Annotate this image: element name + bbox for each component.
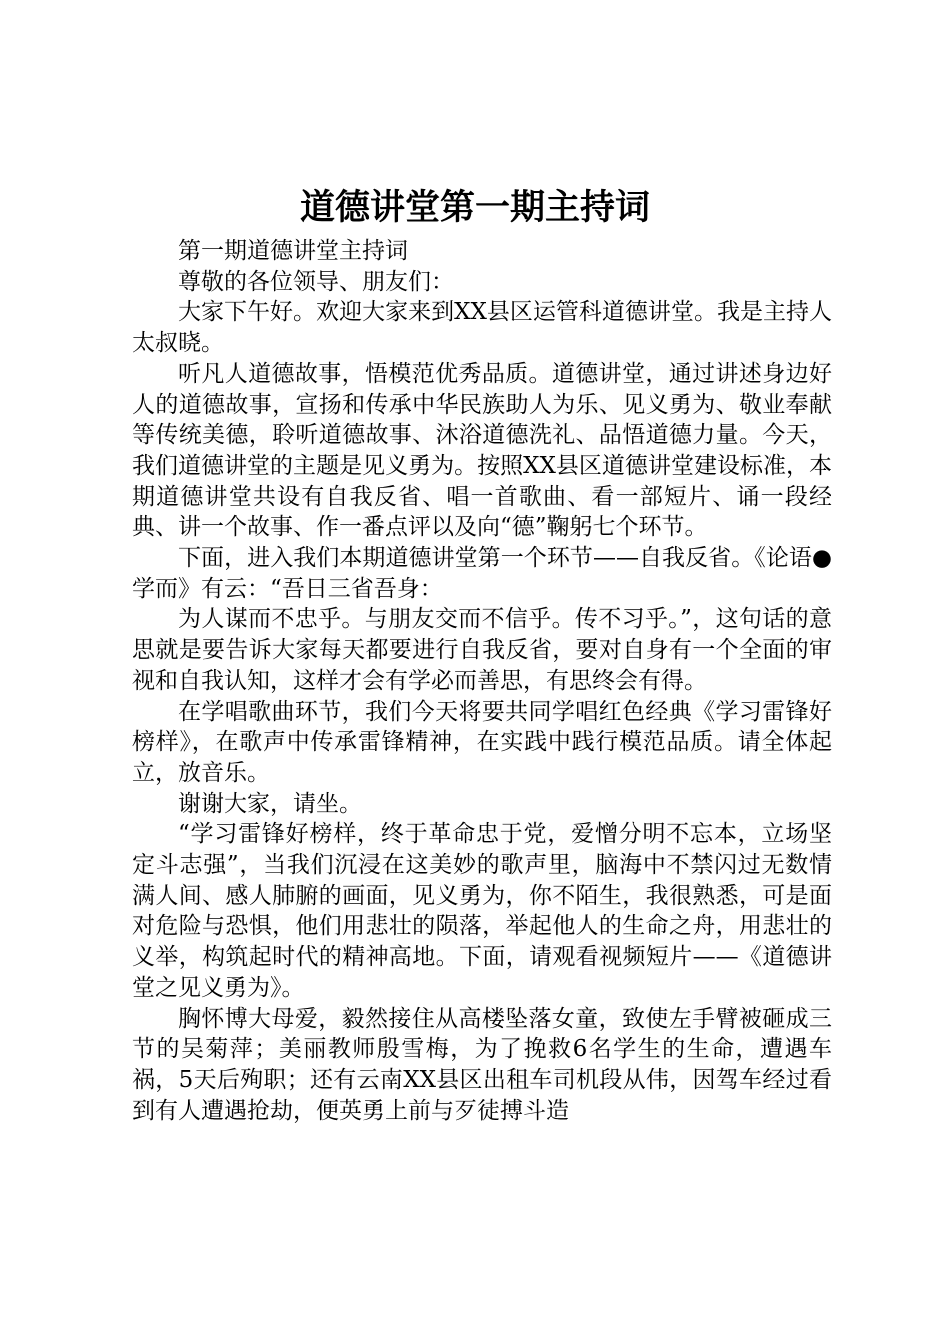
document-title: 道德讲堂第一期主持词 — [299, 187, 650, 228]
paragraph: 在学唱歌曲环节，我们今天将要共同学唱红色经典《学习雷锋好榜样》，在歌声中传承雷锋精神，在实践中践行模范品质。请全体起立，放音乐。 — [132, 698, 832, 786]
paragraph: 尊敬的各位领导、朋友们： — [178, 268, 454, 295]
paragraph: 大家下午好。欢迎大家来到XX县区运管科道德讲堂。我是主持人太叔晓。 — [132, 299, 832, 357]
paragraph: 下面，进入我们本期道德讲堂第一个环节——自我反省。《论语●学而》有云：“吾日三省吾身： — [132, 545, 832, 602]
paragraph: “学习雷锋好榜样，终于革命忠于党，爱憎分明不忘本，立场坚定斗志强”，当我们沉浸在这美妙的歌声里，脑海中不禁闪过无数情满人间、感人肺腑的画面，见义勇为，你不陌生，我很熟悉，可是面对危险与恐惧，他们用悲壮的陨落，举起他人的生命之舟，用悲壮的义举，构筑起时代的精神高地。下面，请观看视频短片——《道德讲堂之见义勇为》。 — [132, 821, 832, 1001]
paragraph: 为人谋而不忠乎。与朋友交而不信乎。传不习乎。”，这句话的意思就是要告诉大家每天都要进行自我反省，要对自身有一个全面的审视和自我认知，这样才会有学必而善思，有思终会有得。 — [132, 606, 832, 694]
document-body — [132, 236, 832, 1126]
paragraph: 胸怀博大母爱，毅然接住从高楼坠落女童，致使左手臂被砸成三节的吴菊萍；美丽教师殷雪梅，为了挽救6名学生的生命，遭遇车祸，5天后殉职；还有云南XX县区出租车司机段从伟，因驾车经过看到有人遭遇抢劫，便英勇上前与歹徒搏斗造 — [132, 1005, 832, 1124]
paragraph: 第一期道德讲堂主持词 — [178, 238, 408, 264]
paragraph: 听凡人道德故事，悟模范优秀品质。道德讲堂，通过讲述身边好人的道德故事，宣扬和传承中华民族助人为乐、见义勇为、敬业奉献等传统美德，聆听道德故事、沐浴道德洗礼、品悟道德力量。今天，我们道德讲堂的主题是见义勇为。按照XX县区道德讲堂建设标准，本期道德讲堂共设有自我反省、唱一首歌曲、看一部短片、诵一段经典、讲一个故事、作一番点评以及向“德”鞠躬七个环节。 — [132, 360, 832, 541]
paragraph: 谢谢大家，请坐。 — [178, 790, 362, 817]
